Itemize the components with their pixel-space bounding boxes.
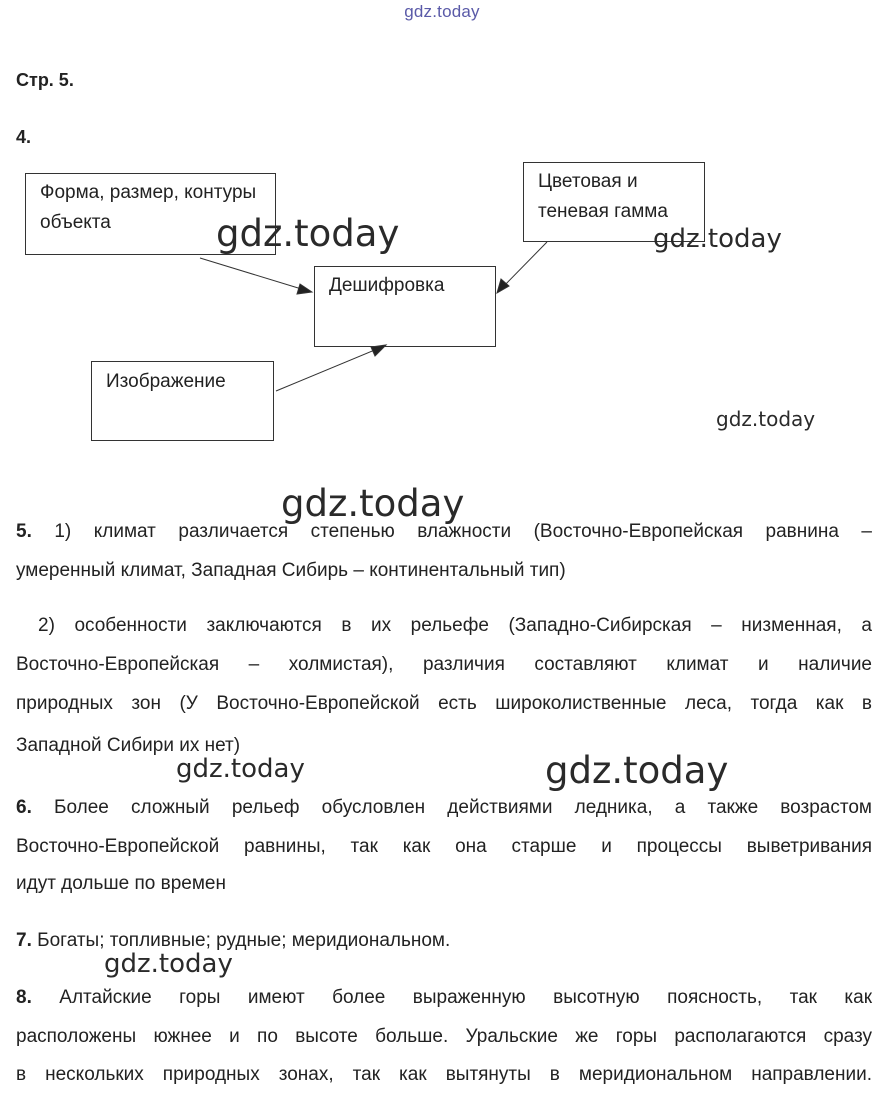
box-color-shade: Цветовая и теневая гамма xyxy=(523,162,705,242)
task-8-line-2: расположены южнее и по высоте больше. Уральские же горы располагаются сразу xyxy=(16,1026,872,1047)
task-5-text-1: 1) климат различается степенью влажности (Восточно-Европейская равнина – xyxy=(54,521,872,542)
task-5-p2-line-3: природных зон (У Восточно-Европейской есть широколиственные леса, тогда как в xyxy=(16,693,872,714)
task-5-line-2: умеренный климат, Западная Сибирь – континентальный тип) xyxy=(16,560,566,581)
task-5-p2-line-4: Западной Сибири их нет) xyxy=(16,735,241,756)
task-8-line-1 xyxy=(16,987,872,1009)
task-8-text-1: Алтайские горы имеют более выраженную высотную поясность, так как xyxy=(59,987,873,1008)
task-7-number: 7. xyxy=(16,930,32,951)
arrow-image-to-deciphering xyxy=(276,347,382,391)
task-6-line-2: Восточно-Европейской равнины, так как она старше и процессы выветривания xyxy=(16,836,872,857)
arrow-form-to-deciphering xyxy=(200,258,308,291)
arrowhead-image xyxy=(371,345,386,356)
box-deciphering: Дешифровка xyxy=(314,266,496,347)
task-5-p2-line-2: Восточно-Европейская – холмистая), различия составляют климат и наличие xyxy=(16,654,872,675)
task-4-number: 4. xyxy=(16,127,32,147)
task-5-p2-line-1: 2) особенности заключаются в их рельефе (Западно-Сибирская – низменная, а xyxy=(38,615,872,636)
task-6-text-1: Более сложный рельеф обусловлен действиями ледника, а также возрастом xyxy=(54,797,872,818)
arrowhead-form xyxy=(297,284,312,294)
task-5-number: 5. xyxy=(16,521,32,542)
watermark: gdz.today xyxy=(653,224,782,254)
task-6-line-1 xyxy=(16,797,872,819)
arrow-color-to-deciphering xyxy=(500,242,547,290)
task-6-number: 6. xyxy=(16,797,32,818)
task-8-line-3: в нескольких природных зонах, так как вытянуты в меридиональном направлении. xyxy=(16,1064,872,1085)
task-7-text: Богаты; топливные; рудные; меридиональном. xyxy=(37,930,451,951)
header-watermark: gdz.today xyxy=(404,2,480,21)
watermark: gdz.today xyxy=(716,407,816,431)
watermark: gdz.today xyxy=(545,749,729,792)
watermark: gdz.today xyxy=(216,212,400,255)
task-6-line-3: идут дольше по времен xyxy=(16,873,226,894)
watermark: gdz.today xyxy=(281,482,465,525)
watermark: gdz.today xyxy=(176,754,305,784)
arrowhead-color xyxy=(497,279,509,293)
box-form-size-contours: Форма, размер, контуры объекта xyxy=(25,173,276,255)
box-image: Изображение xyxy=(91,361,274,441)
task-8-number: 8. xyxy=(16,987,32,1008)
page-label: Стр. 5. xyxy=(16,70,74,90)
watermark: gdz.today xyxy=(104,949,233,979)
